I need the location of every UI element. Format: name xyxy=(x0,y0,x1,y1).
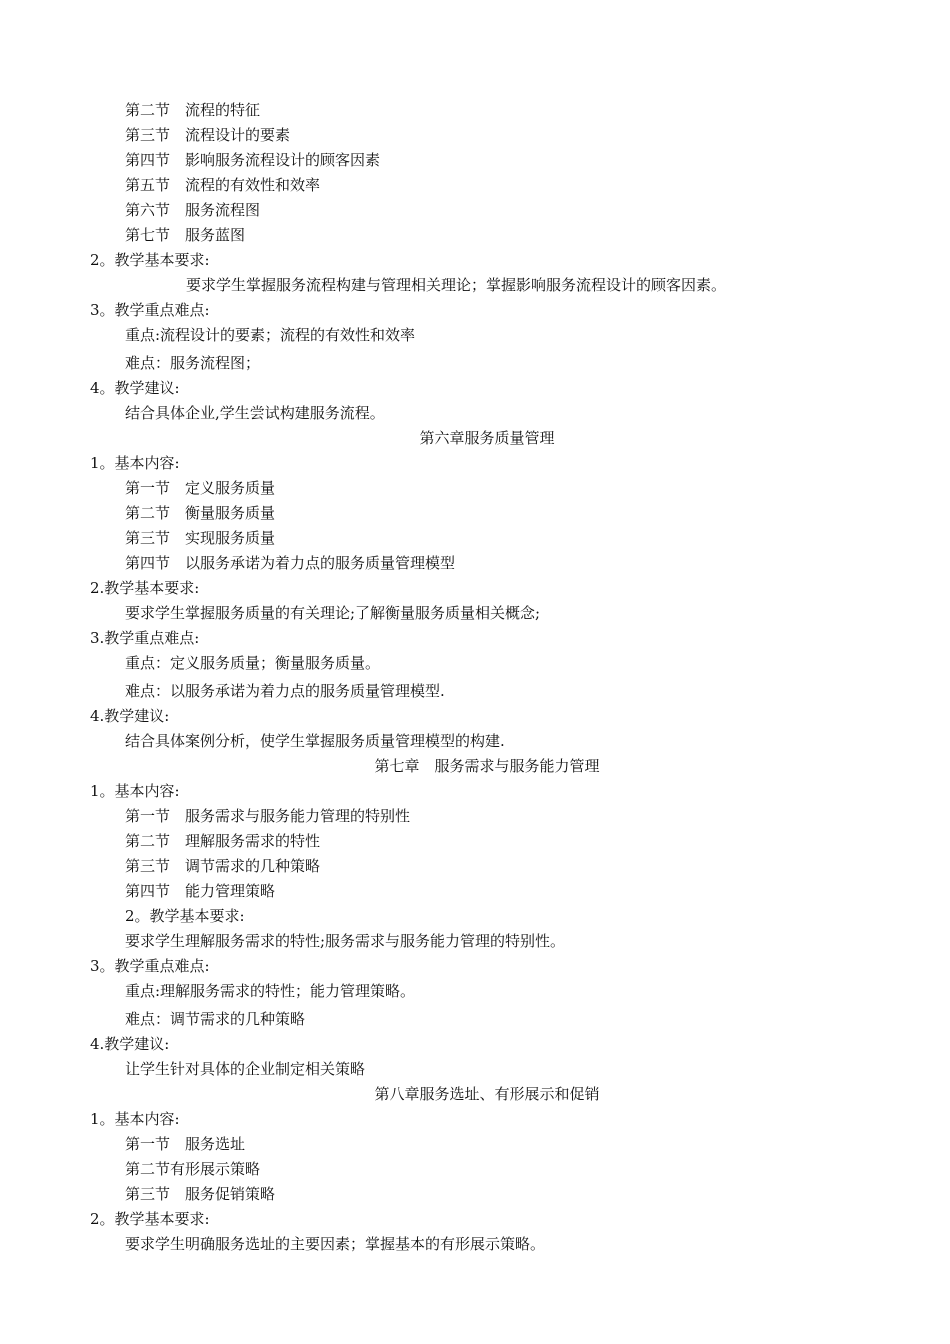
text-line: 1。基本内容: xyxy=(90,782,180,800)
text-line: 4.教学建议: xyxy=(90,1035,170,1053)
text-line: 第二节 衡量服务质量 xyxy=(125,504,276,522)
text-line: 3.教学重点难点: xyxy=(90,629,200,647)
text-line: 3。教学重点难点: xyxy=(90,301,210,319)
chapter-heading: 第八章服务选址、有形展示和促销 xyxy=(374,1085,600,1103)
text-line: 第四节 影响服务流程设计的顾客因素 xyxy=(125,151,381,169)
text-line: 2。教学基本要求: xyxy=(125,907,245,925)
text-line: 第六节 服务流程图 xyxy=(125,201,261,219)
text-line: 要求学生掌握服务质量的有关理论;了解衡量服务质量相关概念; xyxy=(125,604,541,622)
text-line: 难点：服务流程图； xyxy=(125,354,261,372)
text-line: 4。教学建议: xyxy=(90,379,180,397)
chapter-heading: 第六章服务质量管理 xyxy=(419,429,555,447)
text-line: 第一节 定义服务质量 xyxy=(125,479,276,497)
text-line: 第四节 能力管理策略 xyxy=(125,882,276,900)
text-line: 重点：定义服务质量；衡量服务质量。 xyxy=(125,654,381,672)
text-line: 2。教学基本要求: xyxy=(90,251,210,269)
text-line: 重点:流程设计的要素；流程的有效性和效率 xyxy=(125,326,416,344)
text-line: 第四节 以服务承诺为着力点的服务质量管理模型 xyxy=(125,554,456,572)
text-line: 第二节有形展示策略 xyxy=(125,1160,261,1178)
text-line: 第三节 调节需求的几种策略 xyxy=(125,857,321,875)
text-line: 结合具体案例分析，使学生掌握服务质量管理模型的构建. xyxy=(125,732,505,750)
text-line: 难点：调节需求的几种策略 xyxy=(125,1010,306,1028)
chapter-heading: 第七章 服务需求与服务能力管理 xyxy=(374,757,600,775)
text-line: 难点：以服务承诺为着力点的服务质量管理模型. xyxy=(125,682,445,700)
text-line: 第五节 流程的有效性和效率 xyxy=(125,176,321,194)
text-line: 第一节 服务选址 xyxy=(125,1135,246,1153)
text-line: 2.教学基本要求: xyxy=(90,579,200,597)
text-line: 第三节 服务促销策略 xyxy=(125,1185,276,1203)
text-line: 第三节 流程设计的要素 xyxy=(125,126,291,144)
text-line: 第七节 服务蓝图 xyxy=(125,226,246,244)
text-line: 1。基本内容: xyxy=(90,454,180,472)
text-line: 3。教学重点难点: xyxy=(90,957,210,975)
text-line: 要求学生掌握服务流程构建与管理相关理论；掌握影响服务流程设计的顾客因素。 xyxy=(186,276,727,294)
text-line: 第二节 理解服务需求的特性 xyxy=(125,832,321,850)
text-line: 第二节 流程的特征 xyxy=(125,101,261,119)
text-line: 让学生针对具体的企业制定相关策略 xyxy=(125,1060,366,1078)
text-line: 要求学生明确服务选址的主要因素；掌握基本的有形展示策略。 xyxy=(125,1235,546,1253)
text-line: 第三节 实现服务质量 xyxy=(125,529,276,547)
text-line: 1。基本内容: xyxy=(90,1110,180,1128)
text-line: 4.教学建议: xyxy=(90,707,170,725)
text-line: 第一节 服务需求与服务能力管理的特别性 xyxy=(125,807,411,825)
text-line: 结合具体企业,学生尝试构建服务流程。 xyxy=(125,404,385,422)
text-line: 要求学生理解服务需求的特性;服务需求与服务能力管理的特别性。 xyxy=(125,932,566,950)
text-line: 2。教学基本要求: xyxy=(90,1210,210,1228)
text-line: 重点:理解服务需求的特性；能力管理策略。 xyxy=(125,982,416,1000)
